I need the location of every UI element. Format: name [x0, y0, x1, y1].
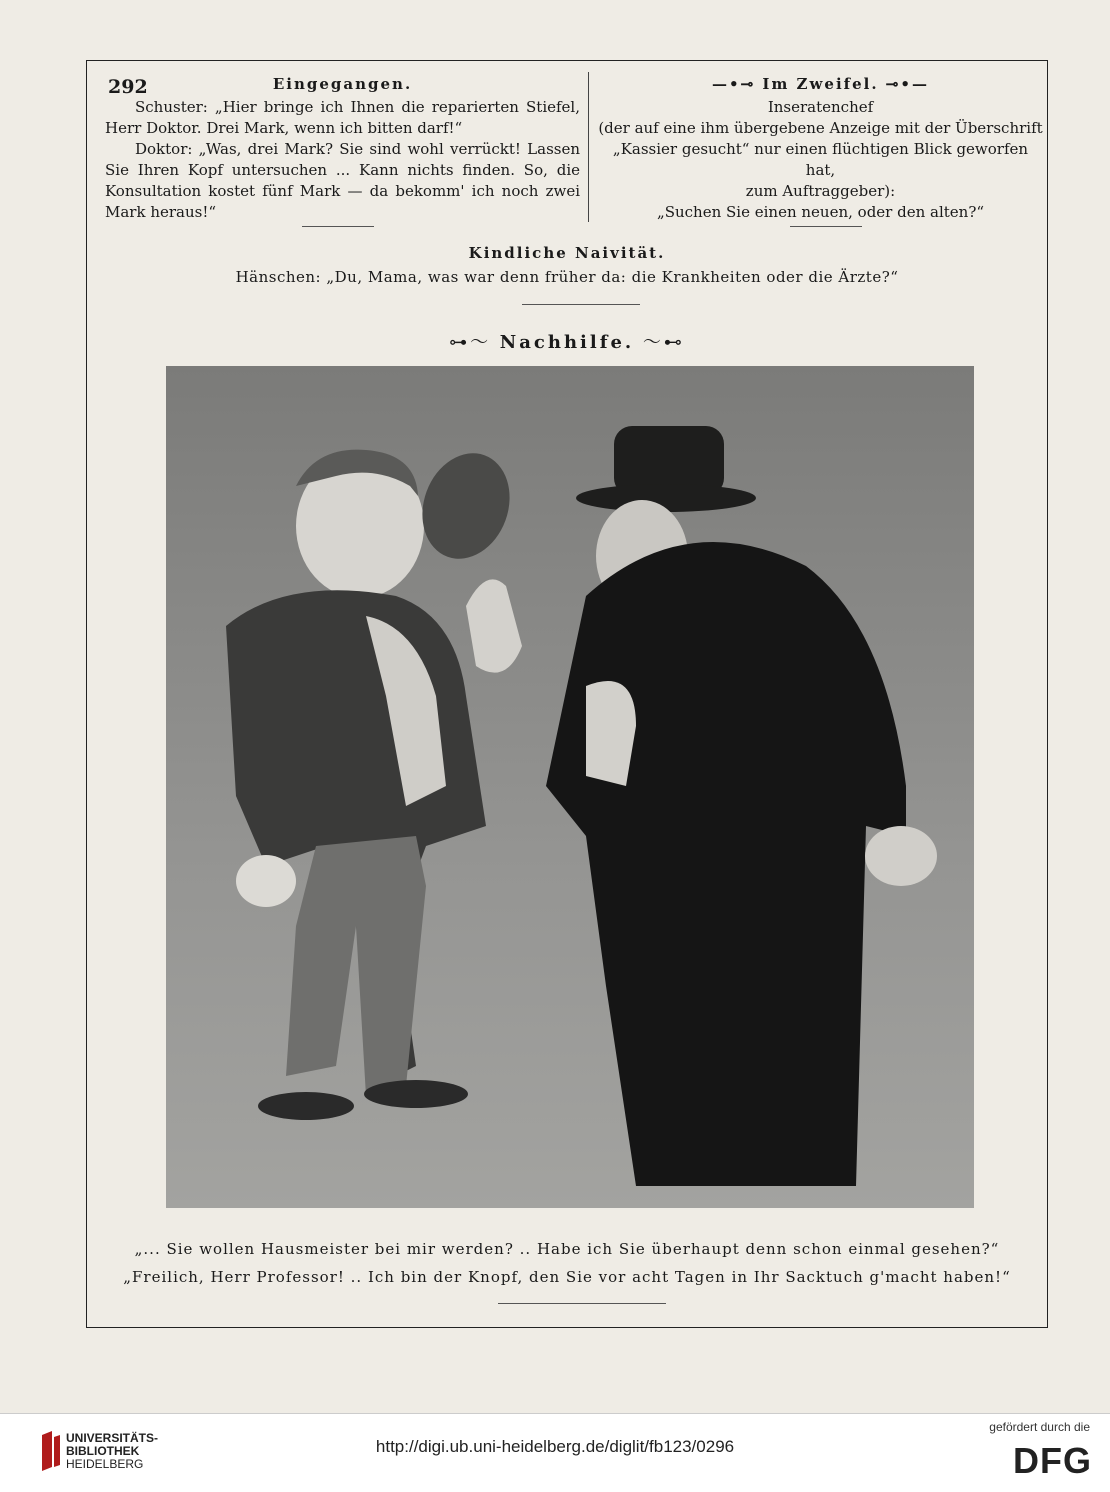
naivitaet-heading: Kindliche Naivität.: [468, 244, 666, 262]
illustration-title: Nachhilfe.: [499, 332, 635, 353]
left-paragraph-1: Schuster: „Hier bringe ich Ihnen die reparierten Stiefel, Herr Doktor. Drei Mark, wenn ich bitten darf!“: [105, 98, 580, 137]
cartoon-drawing: [166, 366, 974, 1208]
right-line-3: zum Auftraggeber):: [745, 182, 896, 200]
funding-note: gefördert durch die: [989, 1420, 1090, 1434]
right-line-4: „Suchen Sie einen neuen, oder den alten?“: [656, 203, 985, 221]
naivitaet-text: Hänschen: „Du, Mama, was war denn früher da: die Krankheiten oder die Ärzte?“: [235, 268, 899, 286]
left-heading: Eingegangen.: [272, 75, 413, 93]
naivitaet-section: [86, 242, 1048, 288]
right-column: [598, 74, 1043, 223]
dfg-logo: DFG: [1013, 1440, 1092, 1481]
caption-line-2: „Freilich, Herr Professor! .. Ich bin der Knopf, den Sie vor acht Tagen in Ihr Sacktuch g'macht haben!“: [123, 1268, 1011, 1286]
section-rule: [522, 304, 640, 305]
right-end-rule: [790, 226, 862, 227]
page-number: 292: [108, 76, 148, 98]
left-paragraph-2: Doktor: „Was, drei Mark? Sie sind wohl verrückt! Lassen Sie Ihren Kopf untersuchen ... Kann nichts finden. So, die Konsultation kostet fünf Mark — da bekomm' ich noch zwei Mark heraus!“: [105, 140, 580, 221]
cartoon-illustration: [166, 366, 974, 1208]
library-logo-text: UNIVERSITÄTS- BIBLIOTHEK HEIDELBERG: [66, 1431, 159, 1471]
bottom-rule: [498, 1303, 666, 1304]
illustration-title-row: [86, 328, 1048, 354]
ornament-left-icon: —•⊸: [712, 75, 763, 93]
flourish-right-icon: 〜⊷: [634, 332, 685, 353]
caption-line-1: „... Sie wollen Hausmeister bei mir werden? .. Habe ich Sie überhaupt denn schon einmal gesehen?“: [134, 1240, 1000, 1258]
right-line-1: Inseratenchef: [767, 98, 874, 116]
flourish-left-icon: ⊶〜: [449, 332, 500, 353]
left-end-rule: [302, 226, 374, 227]
left-column: [105, 74, 580, 223]
ornament-right-icon: ⊸•—: [878, 75, 929, 93]
column-divider: [588, 72, 589, 222]
permalink-url[interactable]: http://digi.ub.uni-heidelberg.de/diglit/fb123/0296: [375, 1437, 735, 1456]
right-line-2: (der auf eine ihm übergebene Anzeige mit der Überschrift „Kassier gesucht“ nur einen flüchtigen Blick geworfen hat,: [598, 119, 1043, 179]
right-heading: —•⊸ Im Zweifel. ⊸•—: [712, 75, 929, 93]
